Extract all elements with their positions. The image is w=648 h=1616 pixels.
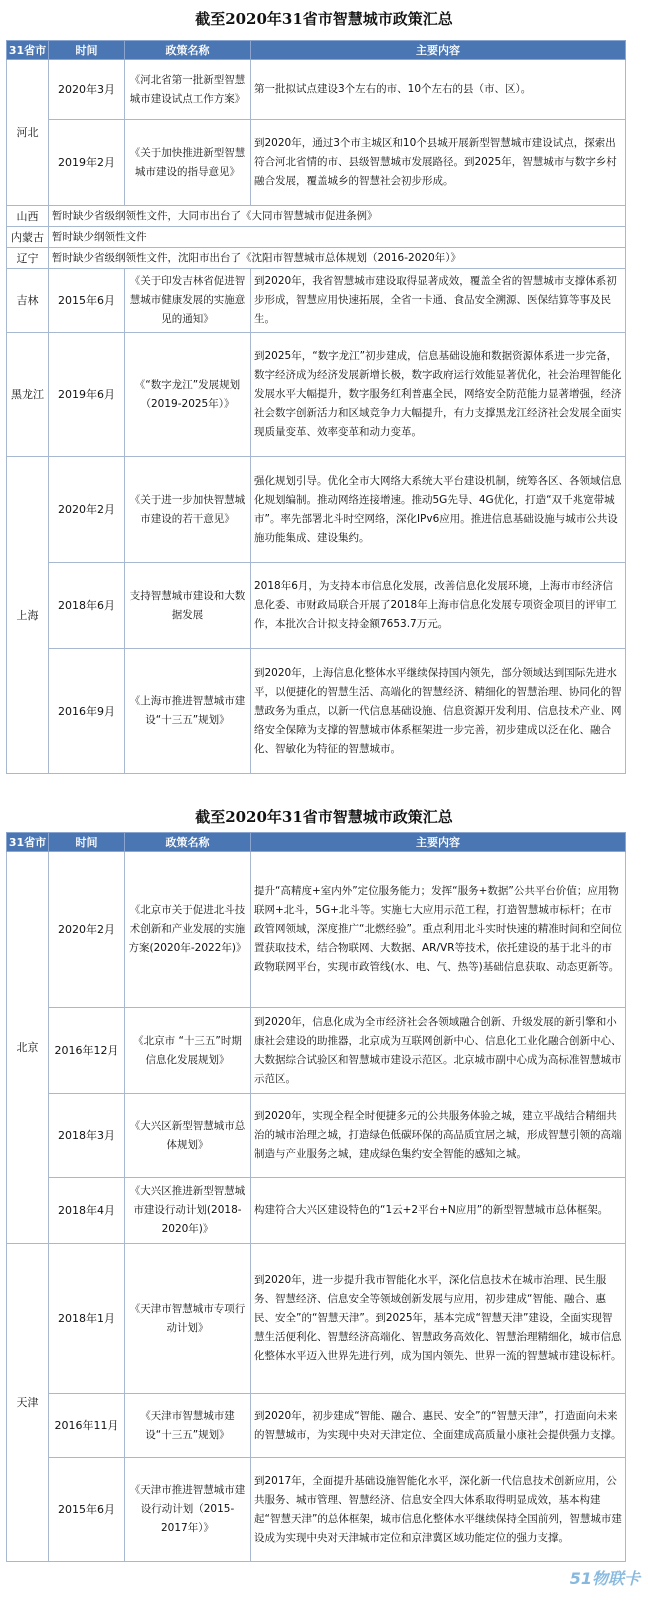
date-cell: 2020年2月 (49, 457, 125, 563)
date-cell: 2018年6月 (49, 563, 125, 649)
policy-name-cell: 《关于印发吉林省促进智慧城市健康发展的实施意见的通知》 (125, 269, 251, 333)
date-cell: 2015年6月 (49, 1458, 125, 1562)
content-cell: 到2020年，我省智慧城市建设取得显著成效，覆盖全省的智慧城市支撑体系初步形成，智慧应用快速拓展，全省一卡通、食品安全溯源、医保结算等事及民生。 (251, 269, 626, 333)
header-content: 主要内容 (251, 833, 626, 852)
section-title: 截至2020年31省市智慧城市政策汇总 (195, 808, 453, 826)
policy-name-cell: 《上海市推进智慧城市建设“十三五”规划》 (125, 649, 251, 774)
content-cell: 到2020年，进一步提升我市智能化水平，深化信息技术在城市治理、民生服务、智慧经济、信息安全等领域创新发展与应用，初步建成“智能、融合、惠民、安全”的“智慧天津”。到2025年，基本完成“智慧天津”建设，全面实现智慧生活便利化、智慧经济高端化、智慧政务高效化、智慧治理精细化，城市信息化整体水平迈入世界先进行列，成为国内领先、世界一流的智慧城市建设标杆。 (251, 1244, 626, 1394)
content-cell: 第一批拟试点建设3个左右的市、10个左右的县（市、区）。 (251, 60, 626, 120)
table-row (7, 206, 626, 227)
date-cell: 2016年11月 (49, 1394, 125, 1458)
table-row (7, 649, 626, 774)
table-row (7, 1008, 626, 1094)
policy-name-cell: 《大兴区推进新型智慧城市建设行动计划(2018-2020年)》 (125, 1178, 251, 1244)
header-policy-name: 政策名称 (125, 833, 251, 852)
content-cell: 强化规划引导。优化全市大网络大系统大平台建设机制，统筹各区、各领域信息化规划编制。推动网络连接增速。推动5G先导、4G优化，打造“双千兆宽带城市”。率先部署北斗时空网络，深化IPv6应用。推进信息基础设施与城市公共设施功能集成、建设集约。 (251, 457, 626, 563)
table-row (7, 457, 626, 563)
page-title: 截至2020年31省市智慧城市政策汇总 (195, 10, 453, 28)
table-row (7, 248, 626, 269)
table-row (7, 269, 626, 333)
province-cell: 吉林 (7, 269, 49, 333)
date-cell: 2016年12月 (49, 1008, 125, 1094)
watermark-logo: 51物联卡 (569, 1569, 640, 1588)
content-cell: 提升“高精度+室内外”定位服务能力；发挥“服务+数据”公共平台价值；应用物联网+北斗，5G+北斗等。实施七大应用示范工程，打造智慧城市标杆；在市政管网领域，深度推广“北燃经验”。重点利用北斗实时快速的精准时间和空间位置获取技术，结合物联网、大数据、AR/VR等技术，依托建设的基于北斗的市政物联网平台，实现市政管线(水、电、气、热等)基础信息获取、动态更新等。 (251, 852, 626, 1008)
date-cell: 2019年2月 (49, 120, 125, 206)
content-cell: 到2020年，初步建成“智能、融合、惠民、安全”的“智慧天津”，打造面向未来的智慧城市，为实现中央对天津定位、全面建成高质量小康社会提供强力支撑。 (251, 1394, 626, 1458)
content-cell: 到2020年，信息化成为全市经济社会各领域融合创新、升级发展的新引擎和小康社会建设的助推器，北京成为互联网创新中心、信息化工业化融合创新中心、大数据综合试验区和智慧城市建设示范区。北京城市副中心成为高标准智慧城市示范区。 (251, 1008, 626, 1094)
province-cell: 山西 (7, 206, 49, 227)
policy-name-cell: 《天津市智慧城市专项行动计划》 (125, 1244, 251, 1394)
table-row (7, 1244, 626, 1394)
table-row (7, 333, 626, 457)
content-cell: 构建符合大兴区建设特色的“1云+2平台+N应用”的新型智慧城市总体框架。 (251, 1178, 626, 1244)
date-cell: 2018年4月 (49, 1178, 125, 1244)
table-row (7, 852, 626, 1008)
note-cell: 暂时缺少纲领性文件 (49, 227, 626, 248)
policy-name-cell: 《关于进一步加快智慧城市建设的若干意见》 (125, 457, 251, 563)
content-cell: 到2025年，“数字龙江”初步建成，信息基础设施和数据资源体系进一步完备，数字经济成为经济发展新增长极，数字政府运行效能显著优化，社会治理智能化发展水平大幅提升，数字服务红利普惠全民，网络安全防范能力显著增强，经济社会数字创新活力和区域竞争力大幅提升，有力支撑黑龙江经济社会发展全面实现质量变革、效率变革和动力变革。 (251, 333, 626, 457)
table-row (7, 1458, 626, 1562)
province-cell: 内蒙古 (7, 227, 49, 248)
header-date: 时间 (49, 41, 125, 60)
policy-name-cell: 《北京市 “十三五”时期信息化发展规划》 (125, 1008, 251, 1094)
policy-name-cell: 《河北省第一批新型智慧城市建设试点工作方案》 (125, 60, 251, 120)
table-row (7, 227, 626, 248)
table-row (7, 120, 626, 206)
policy-name-cell: 《天津市推进智慧城市建设行动计划（2015-2017年）》 (125, 1458, 251, 1562)
date-cell: 2019年6月 (49, 333, 125, 457)
policy-name-cell: 《关于加快推进新型智慧城市建设的指导意见》 (125, 120, 251, 206)
policy-name-cell: 支持智慧城市建设和大数据发展 (125, 563, 251, 649)
table-header-row (7, 833, 626, 852)
header-policy-name: 政策名称 (125, 41, 251, 60)
province-cell: 河北 (7, 60, 49, 206)
province-cell: 北京 (7, 852, 49, 1244)
table-row (7, 563, 626, 649)
table-row (7, 1394, 626, 1458)
header-date: 时间 (49, 833, 125, 852)
date-cell: 2020年2月 (49, 852, 125, 1008)
table-row (7, 60, 626, 120)
header-province: 31省市 (7, 41, 49, 60)
policy-name-cell: 《北京市关于促进北斗技术创新和产业发展的实施方案(2020年-2022年)》 (125, 852, 251, 1008)
note-cell: 暂时缺少省级纲领性文件，沈阳市出台了《沈阳市智慧城市总体规划（2016-2020年）》 (49, 248, 626, 269)
policy-name-cell: 《天津市智慧城市建设“十三五”规划》 (125, 1394, 251, 1458)
date-cell: 2020年3月 (49, 60, 125, 120)
date-cell: 2018年1月 (49, 1244, 125, 1394)
content-cell: 2018年6月，为支持本市信息化发展，改善信息化发展环境，上海市市经济信息化委、市财政局联合开展了2018年上海市信息化发展专项资金项目的评审工作，本批次合计拟支持金额7653.7万元。 (251, 563, 626, 649)
policy-name-cell: 《大兴区新型智慧城市总体规划》 (125, 1094, 251, 1178)
content-cell: 到2020年，实现全程全时便捷多元的公共服务体验之城，建立平战结合精细共治的城市治理之城，打造绿色低碳环保的高品质宜居之城，形成智慧引领的高端制造与产业服务之城，建成绿色集约安全智能的感知之城。 (251, 1094, 626, 1178)
date-cell: 2018年3月 (49, 1094, 125, 1178)
content-cell: 到2020年，上海信息化整体水平继续保持国内领先，部分领域达到国际先进水平，以便捷化的智慧生活、高端化的智慧经济、精细化的智慧治理、协同化的智慧政务为重点，以新一代信息基础设施、信息资源开发利用、信息技术产业、网络安全保障为支撑的智慧城市体系框架进一步完善，初步建成以泛在化、融合化、智敏化为特征的智慧城市。 (251, 649, 626, 774)
province-cell: 天津 (7, 1244, 49, 1562)
table-row (7, 1178, 626, 1244)
content-cell: 到2017年，全面提升基础设施智能化水平，深化新一代信息技术创新应用，公共服务、城市管理、智慧经济、信息安全四大体系取得明显成效，基本构建起“智慧天津”的总体框架，城市信息化整体水平继续保持全国前列，智慧城市建设成为实现中央对天津城市定位和京津冀区域功能定位的强力支撑。 (251, 1458, 626, 1562)
policy-name-cell: 《“数字龙江”发展规划（2019-2025年）》 (125, 333, 251, 457)
header-content: 主要内容 (251, 41, 626, 60)
date-cell: 2015年6月 (49, 269, 125, 333)
province-cell: 辽宁 (7, 248, 49, 269)
table-row (7, 1094, 626, 1178)
date-cell: 2016年9月 (49, 649, 125, 774)
header-province: 31省市 (7, 833, 49, 852)
policy-table (6, 832, 626, 1562)
table-header-row (7, 41, 626, 60)
content-cell: 到2020年，通过3个市主城区和10个县城开展新型智慧城市建设试点，探索出符合河北省情的市、县级智慧城市发展路径。到2025年，智慧城市与数字乡村融合发展，覆盖城乡的智慧社会初步形成。 (251, 120, 626, 206)
note-cell: 暂时缺少省级纲领性文件，大同市出台了《大同市智慧城市促进条例》 (49, 206, 626, 227)
policy-table (6, 40, 626, 774)
province-cell: 上海 (7, 457, 49, 774)
province-cell: 黑龙江 (7, 333, 49, 457)
